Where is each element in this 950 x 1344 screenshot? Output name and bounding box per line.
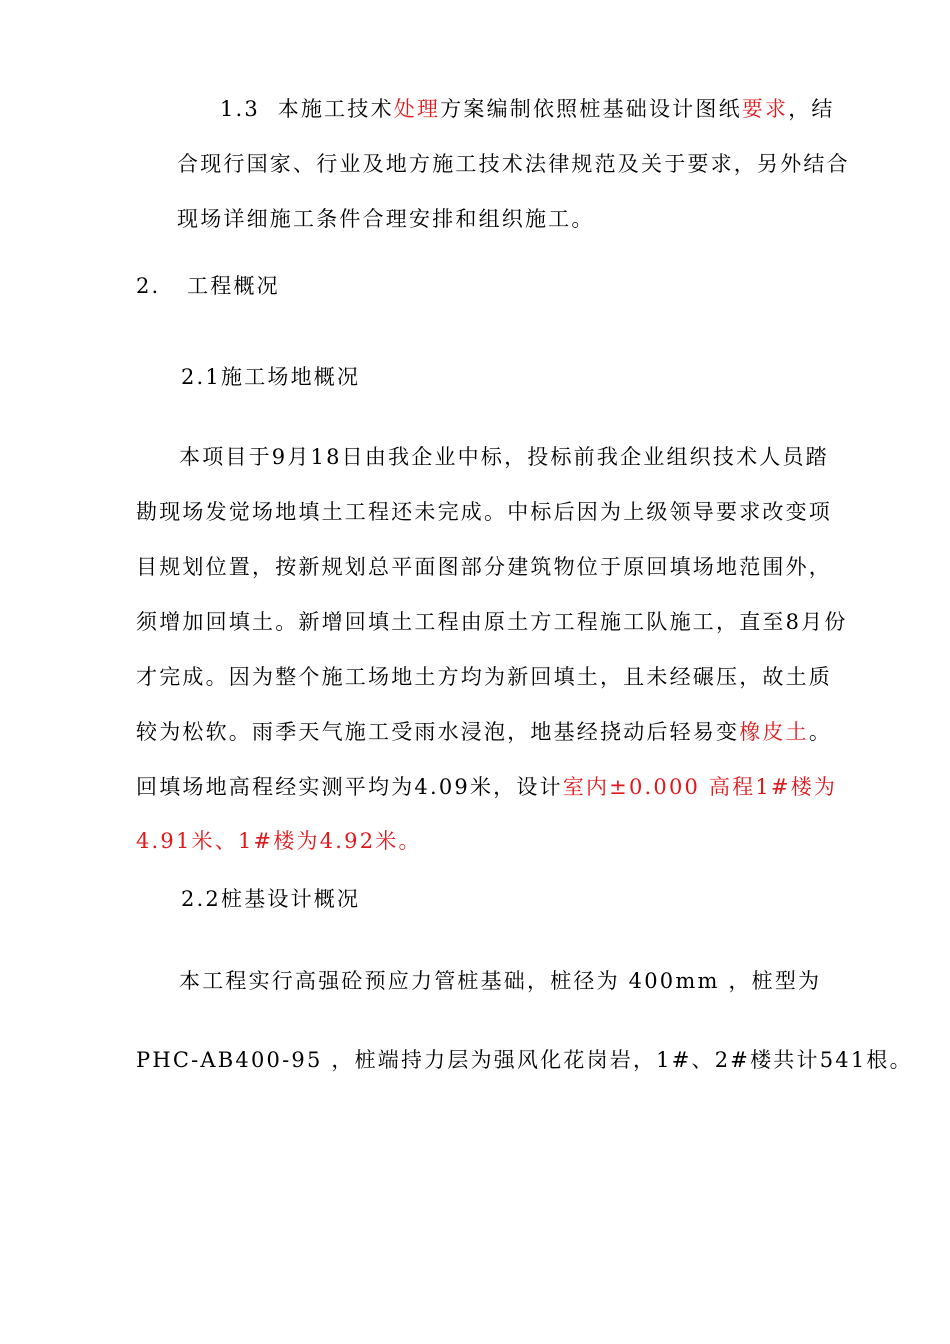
section-1-3-line-2: 合现行国家、行业及地方施工技术法律规范及关于要求，另外结合 <box>177 152 850 176</box>
paragraph-2-1-line-2: 勘现场发觉场地填土工程还未完成。中标后因为上级领导要求改变项 <box>136 500 832 524</box>
section-2-heading <box>136 271 280 301</box>
paragraph-2-1-line-1: 本项目于9月18日由我企业中标，投标前我企业组织技术人员踏 <box>179 445 829 469</box>
section-2-1-heading: 2.1施工场地概况 <box>181 365 361 389</box>
section-1-3-number: 1.3 <box>220 97 260 121</box>
paragraph-2-1-line-7: 回填场地高程经实测平均为4.09米，设计室内±0.000 高程1#楼为 <box>136 775 838 799</box>
paragraph-2-1-line-3: 目规划位置，按新规划总平面图部分建筑物位于原回填场地范围外， <box>136 555 832 579</box>
section-2-number: 2. <box>136 274 161 298</box>
section-2-2-heading: 2.2桩基设计概况 <box>181 887 361 911</box>
highlight-text: 室内±0.000 高程1#楼为 <box>562 775 838 799</box>
paragraph-2-2-line-1: 本工程实行高强砼预应力管桩基础，桩径为 400mm ，桩型为 <box>179 969 822 993</box>
highlight-text: 橡皮土 <box>739 720 809 744</box>
highlight-text: 处理 <box>393 97 441 121</box>
paragraph-2-1-line-6: 较为松软。雨季天气施工受雨水浸泡，地基经挠动后轻易变橡皮土。 <box>136 720 833 744</box>
section-1-3-line-1: 1.3 本施工技术处理方案编制依照桩基础设计图纸要求，结 <box>220 97 835 121</box>
highlight-text: 要求 <box>741 97 789 121</box>
section-2-title: 工程概况 <box>187 274 280 298</box>
paragraph-2-2-line-2: PHC-AB400-95 ，桩端持力层为强风化花岗岩，1#、2#楼共计541根。 <box>136 1048 913 1072</box>
paragraph-2-1-line-5: 才完成。因为整个施工场地土方均为新回填土，且未经碾压，故土质 <box>136 665 832 689</box>
paragraph-2-1-line-8: 4.91米、1#楼为4.92米。 <box>136 829 422 853</box>
section-1-3-line-3: 现场详细施工条件合理安排和组织施工。 <box>177 207 595 231</box>
paragraph-2-1-line-4: 须增加回填土。新增回填土工程由原土方工程施工队施工，直至8月份 <box>136 610 848 634</box>
